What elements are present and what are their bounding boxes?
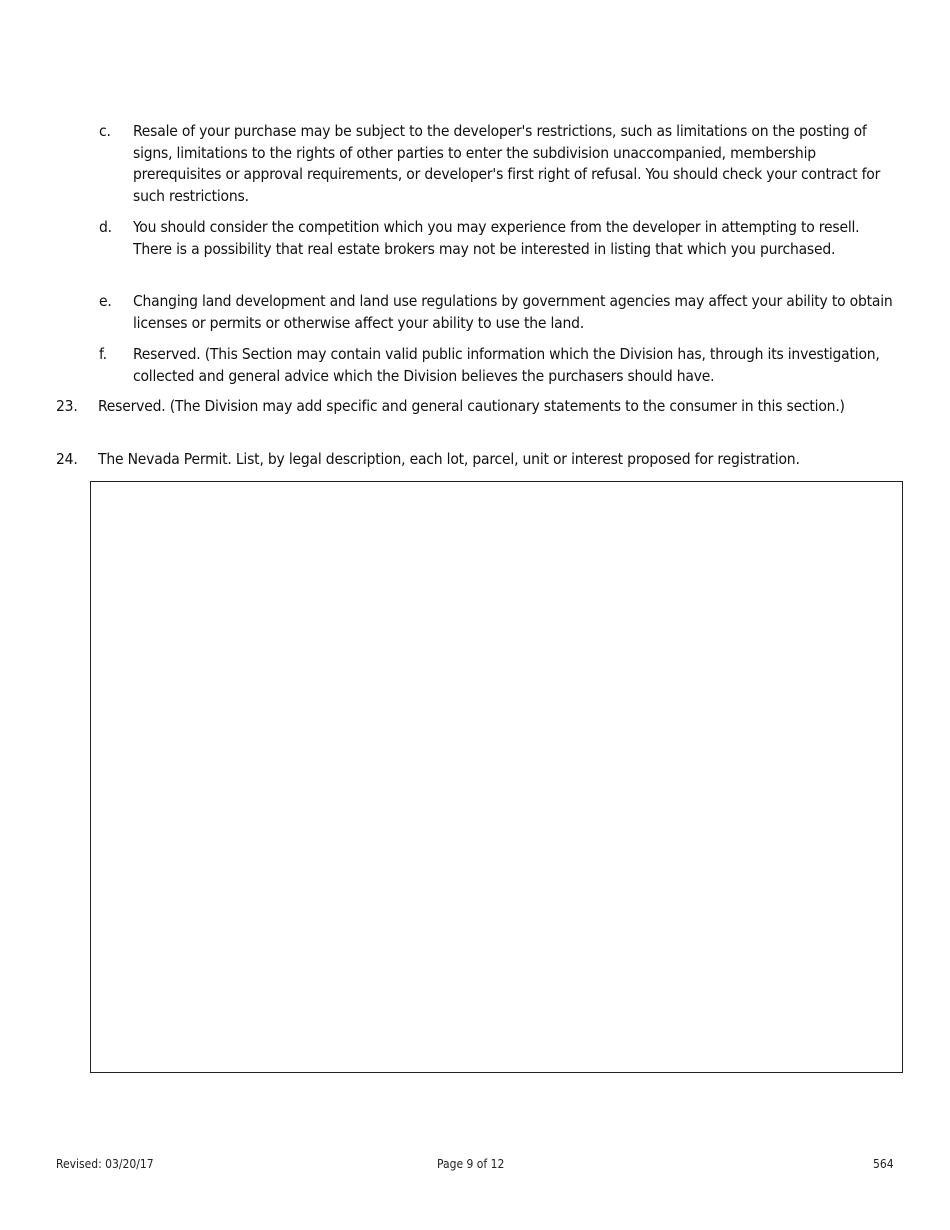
list-item-text: Resale of your purchase may be subject to the developer's restrictions, such as limitations on the posting of signs, limitations to the rights of other parties to enter the subdivision unaccompanied, membership prerequisites or approval requirements, or developer's first right of refusal. You should check your contract for such restrictions. xyxy=(133,122,881,205)
list-marker: c. xyxy=(99,122,111,140)
section-24 xyxy=(56,449,902,471)
list-marker: e. xyxy=(99,292,112,310)
list-item-d xyxy=(99,217,899,260)
list-item-f xyxy=(99,344,899,387)
footer-revised-date: Revised: 03/20/17 xyxy=(56,1157,154,1171)
list-item-text: Changing land development and land use regulations by government agencies may affect your ability to obtain licenses or permits or otherwise affect your ability to use the land. xyxy=(133,292,893,332)
footer-form-number: 564 xyxy=(873,1157,894,1171)
section-23 xyxy=(56,396,902,418)
section-text: The Nevada Permit. List, by legal description, each lot, parcel, unit or interest proposed for registration. xyxy=(98,450,800,468)
legal-description-input-box[interactable] xyxy=(90,481,903,1073)
section-number: 24. xyxy=(56,450,78,468)
list-item-e xyxy=(99,291,899,334)
list-item-text: Reserved. (This Section may contain valid public information which the Division has, through its investigation, collected and general advice which the Division believes the purchasers should have. xyxy=(133,345,880,385)
section-text: Reserved. (The Division may add specific and general cautionary statements to the consumer in this section.) xyxy=(98,397,845,415)
list-item-text: You should consider the competition which you may experience from the developer in attempting to resell. There is a possibility that real estate brokers may not be interested in listing that which you purchased. xyxy=(133,218,860,258)
footer-page-number: Page 9 of 12 xyxy=(437,1157,505,1171)
list-marker: d. xyxy=(99,218,112,236)
section-number: 23. xyxy=(56,397,78,415)
list-marker: f. xyxy=(99,345,107,363)
list-item-c xyxy=(99,121,899,207)
